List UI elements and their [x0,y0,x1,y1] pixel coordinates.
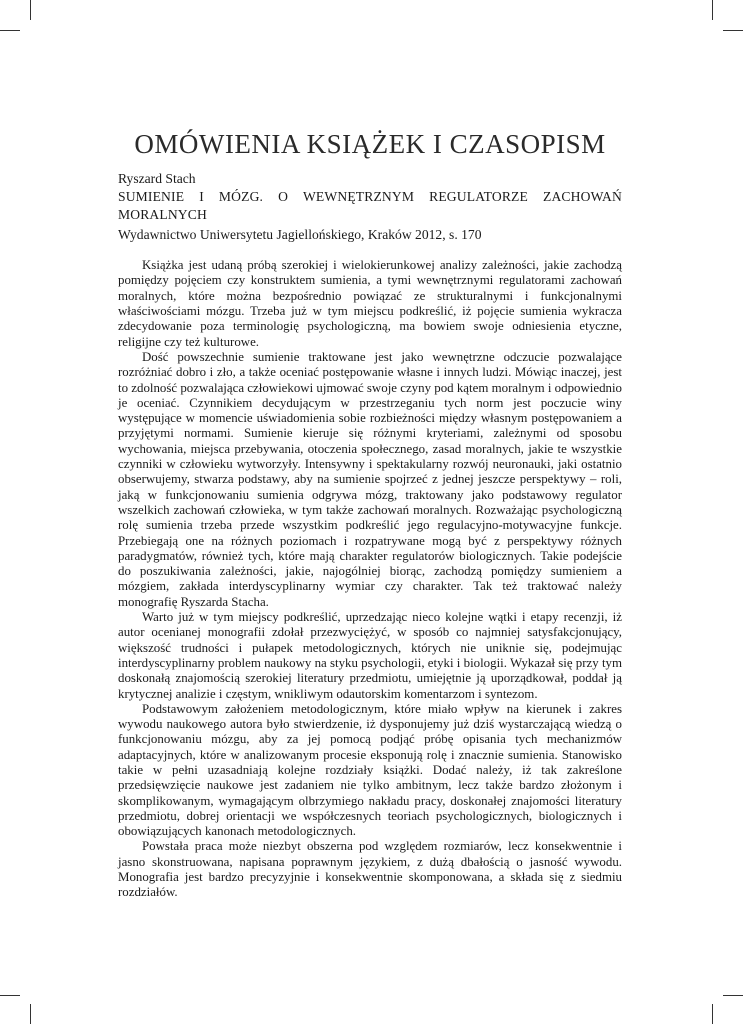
page-content [118,124,622,901]
review-author: Ryszard Stach [118,171,196,186]
crop-mark-top-left [30,0,31,20]
crop-mark-bottom-left [30,1004,31,1024]
crop-mark-top-left-h [0,30,20,31]
paragraph: Dość powszechnie sumienie traktowane jest jako wewnętrzne odczucie pozwalające rozróżniać dobro i zło, a także oceniać postępowanie własne i innych ludzi. Mówiąc inaczej, jest to zdolność pozwalająca człowiekowi ujmować swoje czyny pod kątem moralnym i odpowiednio je oceniać. Czynnikiem decydującym w przestrzeganiu tych norm jest poczucie winy występujące w momencie uświadomienia sobie rozbieżności między własnym postępowaniem a przyjętymi normami. Sumienie kieruje się różnymi kryteriami, zależnymi od sposobu wychowania, miejsca przebywania, otoczenia społecznego, zasad moralnych, jakie te wszystkie czynniki w człowieku wytworzyły. Intensywny i spektakularny rozwój neuronauki, jaki ostatnio obserwujemy, stwarza podstawy, aby na sumienie spojrzeć z jednej jeszcze perspektywy – roli, jaką w funkcjonowaniu sumienia odgrywa mózg, traktowany jako podstawowy regulator wszelkich zachowań człowieka, w tym także zachowań moralnych. Rozważając psychologiczną rolę sumienia trzeba przede wszystkim podkreślić jego regulacyjno-motywacyjne funkcje. Przebiegają one na różnych poziomach i rozpatrywane mogą być z perspektywy różnych paradygmatów, również tych, które mają charakter regulatorów biologicznych. Takie podejście do poszukiwania zależności, jakie, najogólniej biorąc, zachodzą pomiędzy sumieniem a mózgiem, zakłada interdyscyplinarny wymiar czy charakter. Tak też traktować należy monografię Ryszarda Stacha. [118,349,622,609]
review-body [118,258,622,900]
publisher-info: Wydawnictwo Uniwersytetu Jagiellońskiego, Kraków 2012, s. 170 [118,227,482,243]
crop-mark-top-right [712,0,713,20]
crop-mark-bottom-left-h [0,995,20,996]
book-title: SUMIENIE I MÓZG. O WEWNĘTRZNYM REGULATORZE ZACHOWAŃ MORALNYCH [118,188,622,222]
paragraph: Podstawowym założeniem metodologicznym, które miało wpływ na kierunek i zakres wywodu naukowego autora było stwierdzenie, iż dysponujemy już dziś wystarczającą wiedzą o funkcjonowaniu mózgu, aby za jej pomocą podjąć próbę opisania tych mechanizmów adaptacyjnych, które w analizowanym procesie eksponują rolę i znacznie sumienia. Stanowisko takie w pełni uzasadniają kolejne rozdziały książki. Dodać należy, iż tak zakreślone przedsięwzięcie naukowe jest zadaniem nie tylko ambitnym, lecz także bardzo złożonym i skomplikowanym, wymagającym olbrzymiego nakładu pracy, doskonałej znajomości literatury przedmiotu, dobrej orientacji we współczesnych teoriach psychologicznych, biologicznych i obowiązujących kanonach metodologicznych. [118,701,622,839]
crop-mark-bottom-right [712,1004,713,1024]
crop-mark-bottom-right-h [723,995,743,996]
crop-mark-top-right-h [723,30,743,31]
paragraph: Powstała praca może niezbyt obszerna pod względem rozmiarów, lecz konsekwentnie i jasno skonstruowana, napisana poprawnym językiem, z dużą dbałością o jasność wywodu. Monografia jest bardzo precyzyjnie i konsekwentnie skomponowana, a składa się z siedmiu rozdziałów. [118,839,622,900]
review-header [118,170,622,244]
paragraph: Warto już w tym miejscy podkreślić, uprzedzając nieco kolejne wątki i etapy recenzji, iż autor ocenianej monografii zdołał przezwyciężyć, w sposób co najmniej satysfakcjonujący, większość trudności i pułapek metodologicznych, których nie uniknie się, podejmując interdyscyplinarny problem naukowy na styku psychologii, etyki i biologii. Wykazał się przy tym doskonałą znajomością szerokiej literatury przedmiotu, umiejętnie ją uporządkował, poddał ją krytycznej analizie i częstym, wnikliwym odautorskim komentarzom i syntezom. [118,610,622,701]
section-title: OMÓWIENIA KSIĄŻEK I CZASOPISM [134,129,606,159]
paragraph: Książka jest udaną próbą szerokiej i wielokierunkowej analizy zależności, jakie zachodzą pomiędzy pojęciem czy konstruktem sumienia, a tymi wewnętrznymi regulatorami zachowań moralnych, które można bezpośrednio powiązać ze strukturalnymi i funkcjonalnymi właściwościami mózgu. Trzeba już w tym miejscu podkreślić, iż pojęcie sumienia wykracza zdecydowanie poza terminologię psychologiczną, ma bowiem swoje odniesienia etyczne, religijne czy też kulturowe. [118,258,622,349]
